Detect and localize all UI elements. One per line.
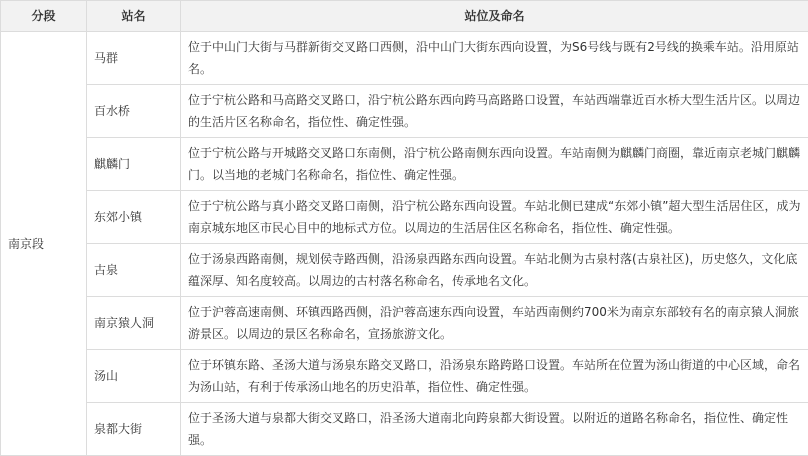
station-description: 位于圣汤大道与泉都大街交叉路口，沿圣汤大道南北向跨泉都大街设置。以附近的道路名称命名，指位性、确定性强。 bbox=[181, 403, 808, 456]
header-station-name: 站名 bbox=[87, 1, 181, 32]
table-row bbox=[1, 403, 808, 456]
station-name: 泉都大街 bbox=[87, 403, 181, 456]
station-name: 麒麟门 bbox=[87, 138, 181, 191]
station-description: 位于宁杭公路与真小路交叉路口南侧，沿宁杭公路东西向设置。车站北侧已建成“东郊小镇”超大型生活居住区，成为南京城东地区市民心目中的地标式方位。以周边的生活居住区名称命名，指位性、确定性强。 bbox=[181, 191, 808, 244]
table-row bbox=[1, 350, 808, 403]
station-name: 南京猿人洞 bbox=[87, 297, 181, 350]
table-row bbox=[1, 85, 808, 138]
station-description: 位于中山门大街与马群新街交叉路口西侧，沿中山门大街东西向设置，为S6号线与既有2号线的换乘车站。沿用原站名。 bbox=[181, 32, 808, 85]
station-description: 位于宁杭公路与开城路交叉路口东南侧，沿宁杭公路南侧东西向设置。车站南侧为麒麟门商圈，靠近南京老城门麒麟门。以当地的老城门名称命名，指位性、确定性强。 bbox=[181, 138, 808, 191]
station-name: 古泉 bbox=[87, 244, 181, 297]
station-name: 汤山 bbox=[87, 350, 181, 403]
segment-cell: 南京段 bbox=[1, 32, 87, 456]
table-row bbox=[1, 138, 808, 191]
station-description: 位于环镇东路、圣汤大道与汤泉东路交叉路口，沿汤泉东路跨路口设置。车站所在位置为汤山街道的中心区域，命名为汤山站，有利于传承汤山地名的历史沿革，指位性、确定性强。 bbox=[181, 350, 808, 403]
station-description: 位于汤泉西路南侧，规划侯寺路西侧，沿汤泉西路东西向设置。车站北侧为古泉村落(古泉社区)，历史悠久，文化底蕴深厚、知名度较高。以周边的古村落名称命名，传承地名文化。 bbox=[181, 244, 808, 297]
station-name: 百水桥 bbox=[87, 85, 181, 138]
table-row bbox=[1, 32, 808, 85]
header-location-naming: 站位及命名 bbox=[181, 1, 808, 32]
header-segment: 分段 bbox=[1, 1, 87, 32]
table-row bbox=[1, 191, 808, 244]
station-description: 位于沪蓉高速南侧、环镇西路西侧，沿沪蓉高速东西向设置，车站西南侧约700米为南京东部较有名的南京猿人洞旅游景区。以周边的景区名称命名，宣扬旅游文化。 bbox=[181, 297, 808, 350]
station-name: 东郊小镇 bbox=[87, 191, 181, 244]
table-header-row bbox=[1, 1, 808, 32]
table-row bbox=[1, 244, 808, 297]
station-name: 马群 bbox=[87, 32, 181, 85]
table-row bbox=[1, 297, 808, 350]
station-description: 位于宁杭公路和马高路交叉路口，沿宁杭公路东西向跨马高路路口设置，车站西端靠近百水桥大型生活片区。以周边的生活片区名称命名，指位性、确定性强。 bbox=[181, 85, 808, 138]
